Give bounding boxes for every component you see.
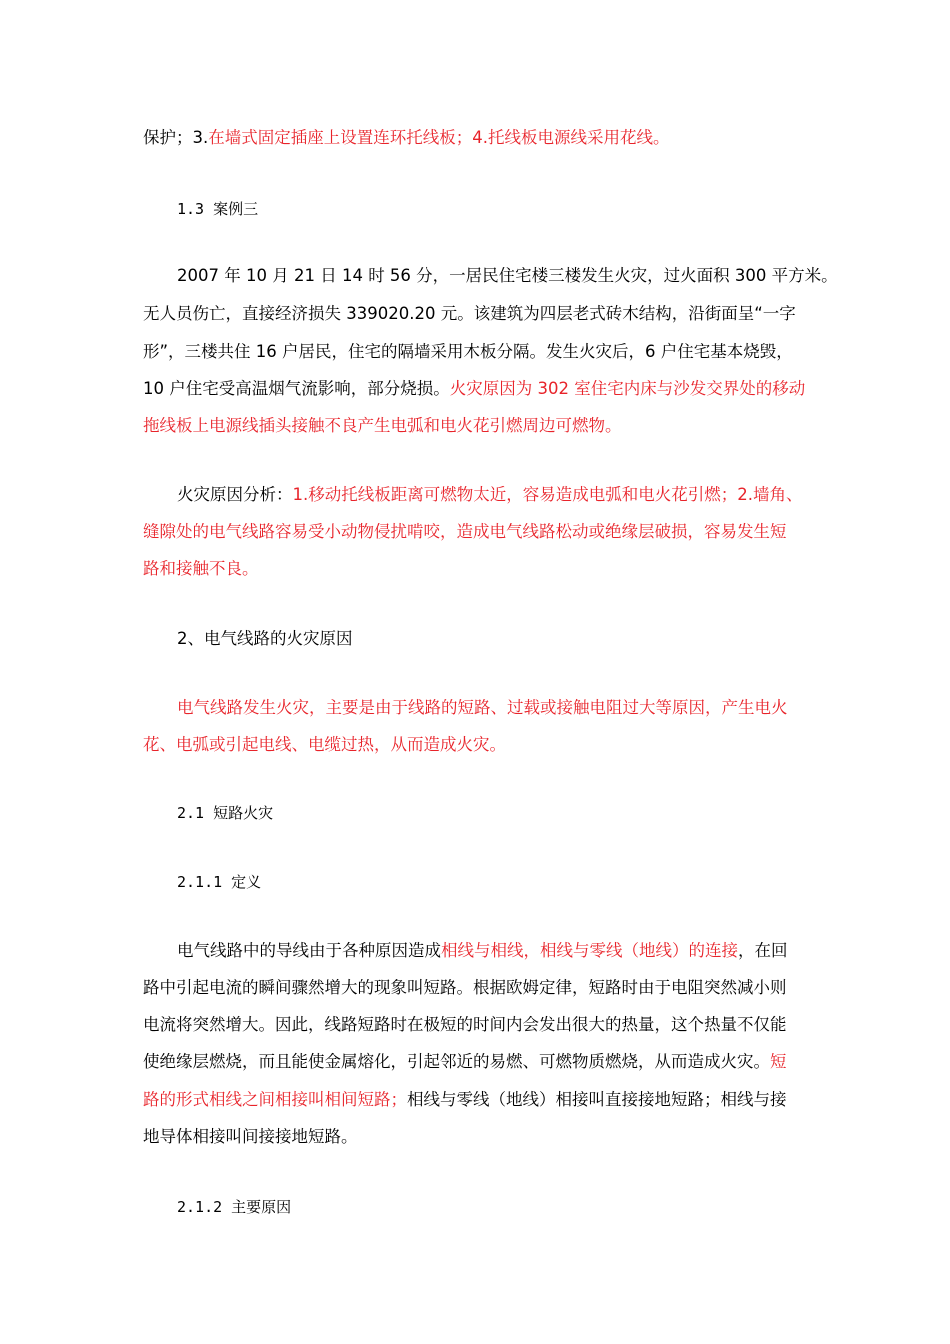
heading-text: 2、电气线路的火灾原因 <box>177 629 353 648</box>
text-run: 形”，三楼共住 16 户居民，住宅的隔墙采用木板分隔。发生火灾后，6 户住宅基本烧毁， <box>143 342 793 361</box>
paragraph-line <box>143 302 823 326</box>
text-run: 相线与零线（地线）相接叫直接接地短路；相线与接 <box>407 1090 787 1109</box>
highlighted-text: 路的形式相线之间相接叫相间短路； <box>143 1090 407 1109</box>
text-run: 2007 年 10 月 21 日 14 时 56 分，一居民住宅楼三楼发生火灾，过火面积 300 平方米。 <box>177 266 838 285</box>
paragraph-line <box>177 696 857 720</box>
text-run: ，在回 <box>738 941 788 960</box>
paragraph-line <box>143 733 823 757</box>
text-run: 电气线路中的导线由于各种原因造成 <box>177 941 441 960</box>
text-run: 使绝缘层燃烧，而且能使金属熔化，引起邻近的易燃、可燃物质燃烧，从而造成火灾。 <box>143 1052 770 1071</box>
paragraph-line <box>177 264 857 288</box>
paragraph-line <box>143 1125 823 1149</box>
paragraph-line <box>177 483 857 507</box>
text-run: 保护；3. <box>143 128 209 147</box>
highlighted-text: 花、电弧或引起电线、电缆过热，从而造成火灾。 <box>143 735 506 754</box>
highlighted-text: 在墙式固定插座上设置连环托线板；4.托线板电源线采用花线。 <box>208 128 670 147</box>
text-run: 路中引起电流的瞬间骤然增大的现象叫短路。根据欧姆定律，短路时由于电阻突然减小则 <box>143 978 787 997</box>
paragraph-line <box>143 1088 823 1112</box>
heading-text: 2.1 短路火灾 <box>177 804 274 822</box>
text-run: 电流将突然增大。因此，线路短路时在极短的时间内会发出很大的热量，这个热量不仅能 <box>143 1015 787 1034</box>
text-run: 无人员伤亡，直接经济损失 339020.20 元。该建筑为四层老式砖木结构，沿街面呈“一字 <box>143 304 796 323</box>
paragraph-line <box>143 340 823 364</box>
paragraph-line <box>143 976 823 1000</box>
paragraph-line <box>143 557 823 581</box>
paragraph-line <box>143 377 823 401</box>
section-heading-2-1 <box>177 801 857 825</box>
paragraph-line <box>177 939 857 963</box>
highlighted-text: 短 <box>770 1052 787 1071</box>
paragraph-line <box>143 1050 823 1074</box>
section-heading-2 <box>177 627 857 651</box>
highlighted-text: 相线与相线，相线与零线（地线）的连接 <box>441 941 738 960</box>
highlighted-text: 电气线路发生火灾，主要是由于线路的短路、过载或接触电阻过大等原因，产生电火 <box>177 698 788 717</box>
paragraph-line <box>143 126 823 150</box>
paragraph-line <box>143 1013 823 1037</box>
section-heading-1-3 <box>177 197 857 221</box>
heading-text: 2.1.2 主要原因 <box>177 1198 292 1216</box>
paragraph-line <box>143 520 823 544</box>
paragraph-line <box>143 414 823 438</box>
highlighted-text: 火灾原因为 302 室住宅内床与沙发交界处的移动 <box>449 379 806 398</box>
highlighted-text: 拖线板上电源线插头接触不良产生电弧和电火花引燃周边可燃物。 <box>143 416 622 435</box>
heading-text: 1.3 案例三 <box>177 200 259 218</box>
highlighted-text: 路和接触不良。 <box>143 559 259 578</box>
text-run: 10 户住宅受高温烟气流影响，部分烧损。 <box>143 379 450 398</box>
highlighted-text: 1.移动托线板距离可燃物太近，容易造成电弧和电火花引燃；2.墙角、 <box>292 485 803 504</box>
text-run: 地导体相接叫间接接地短路。 <box>143 1127 358 1146</box>
text-run: 火灾原因分析： <box>177 485 293 504</box>
highlighted-text: 缝隙处的电气线路容易受小动物侵扰啃咬，造成电气线路松动或绝缘层破损，容易发生短 <box>143 522 787 541</box>
section-heading-2-1-2 <box>177 1195 857 1219</box>
section-heading-2-1-1 <box>177 870 857 894</box>
heading-text: 2.1.1 定义 <box>177 873 262 891</box>
